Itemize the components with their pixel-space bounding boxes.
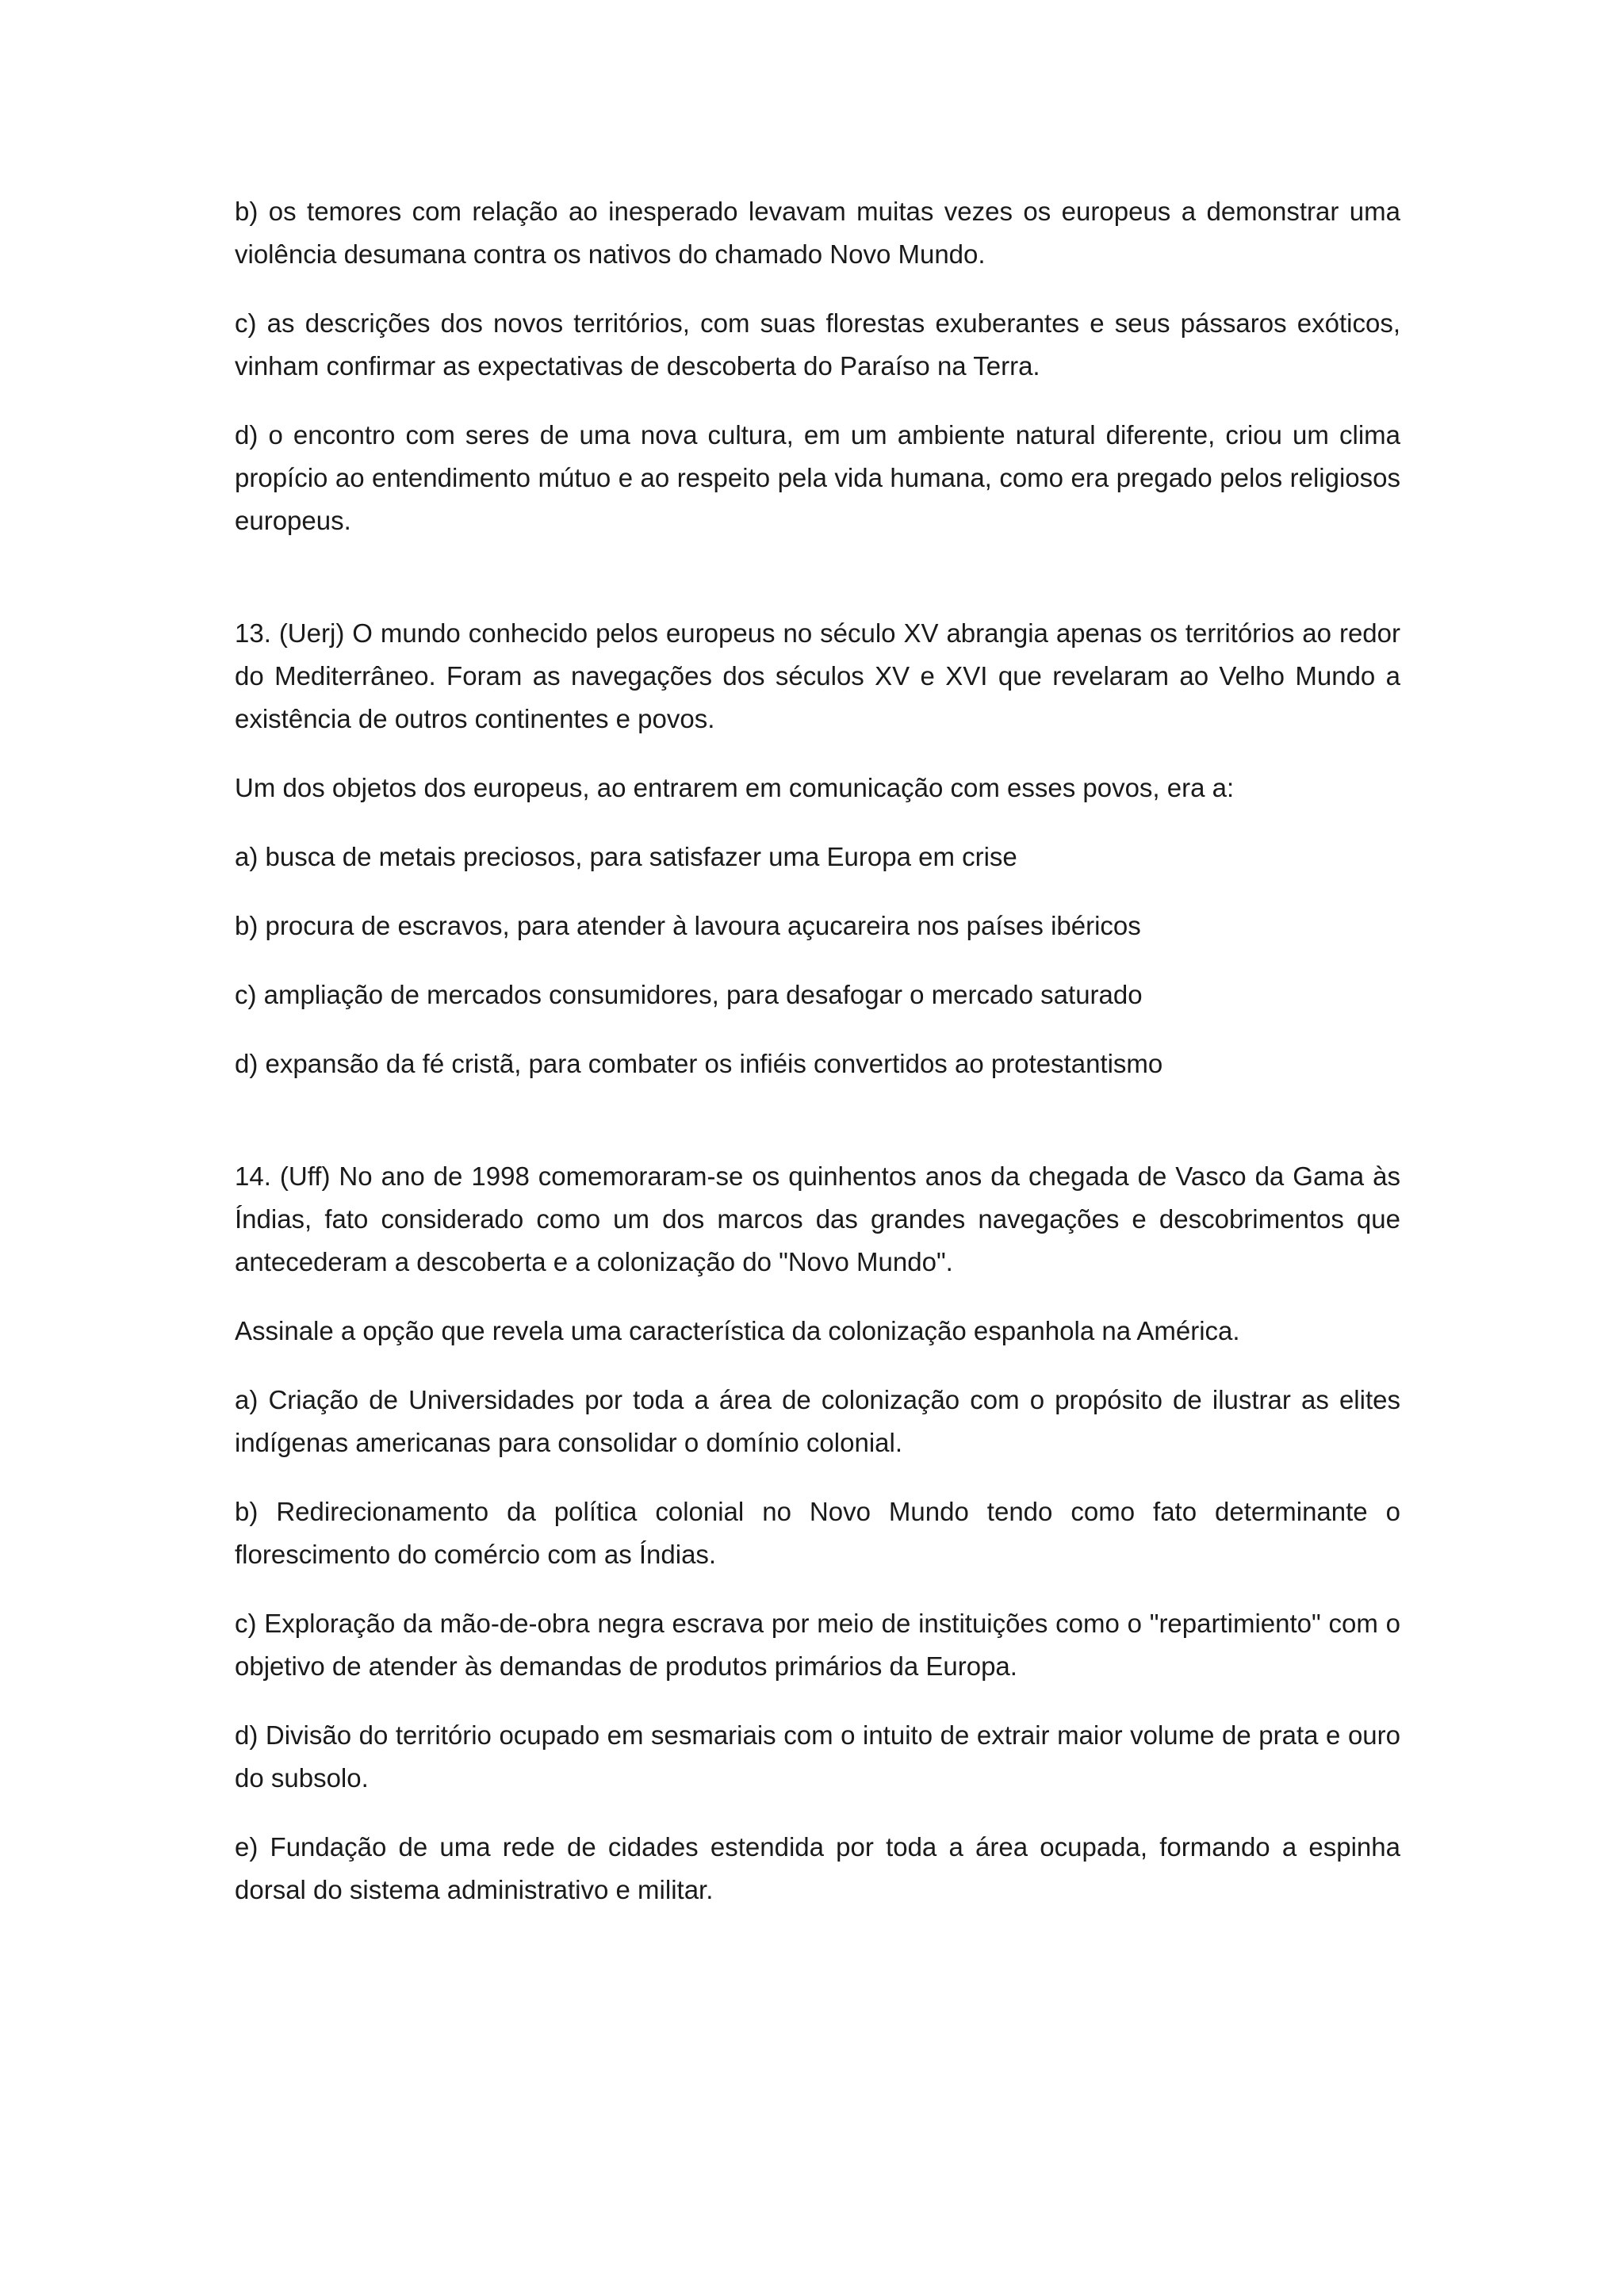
question-13-option-c: c) ampliação de mercados consumidores, para desafogar o mercado saturado (235, 980, 1143, 1009)
question-14-option-b: b) Redirecionamento da política colonial no Novo Mundo tendo como fato determinante o florescimento do comércio com as Índias. (235, 1497, 1400, 1569)
question-13-option-d: d) expansão da fé cristã, para combater os infiéis convertidos ao protestantismo (235, 1049, 1163, 1078)
question-13-option-a: a) busca de metais preciosos, para satisfazer uma Europa em crise (235, 842, 1017, 871)
question-13-option-b: b) procura de escravos, para atender à lavoura açucareira nos países ibéricos (235, 911, 1141, 940)
question-13-prompt: Um dos objetos dos europeus, ao entrarem em comunicação com esses povos, era a: (235, 773, 1235, 802)
document-body (235, 190, 1400, 1938)
question-13-statement: 13. (Uerj) O mundo conhecido pelos europeus no século XV abrangia apenas os territórios ao redor do Mediterrâneo. Foram as navegações dos séculos XV e XVI que revelaram ao Velho Mundo a existência de outros continentes e povos. (235, 618, 1400, 733)
previous-question-options (235, 190, 1400, 542)
question-13 (235, 612, 1400, 1085)
question-14 (235, 1155, 1400, 1911)
question-14-option-c: c) Exploração da mão-de-obra negra escrava por meio de instituições como o "repartimiento" com o objetivo de atender às demandas de produtos primários da Europa. (235, 1609, 1400, 1681)
question-14-option-d: d) Divisão do território ocupado em sesmariais com o intuito de extrair maior volume de prata e ouro do subsolo. (235, 1720, 1400, 1793)
option-c: c) as descrições dos novos territórios, com suas florestas exuberantes e seus pássaros exóticos, vinham confirmar as expectativas de descoberta do Paraíso na Terra. (235, 308, 1400, 381)
question-14-option-a: a) Criação de Universidades por toda a área de colonização com o propósito de ilustrar as elites indígenas americanas para consolidar o domínio colonial. (235, 1385, 1400, 1457)
question-14-prompt: Assinale a opção que revela uma característica da colonização espanhola na América. (235, 1316, 1240, 1345)
question-14-statement: 14. (Uff) No ano de 1998 comemoraram-se os quinhentos anos da chegada de Vasco da Gama às Índias, fato considerado como um dos marcos das grandes navegações e descobrimentos que antecederam a descoberta e a colonização do "Novo Mundo". (235, 1161, 1400, 1276)
option-b: b) os temores com relação ao inesperado levavam muitas vezes os europeus a demonstrar uma violência desumana contra os nativos do chamado Novo Mundo. (235, 197, 1400, 269)
question-14-option-e: e) Fundação de uma rede de cidades estendida por toda a área ocupada, formando a espinha dorsal do sistema administrativo e militar. (235, 1832, 1400, 1904)
option-d: d) o encontro com seres de uma nova cultura, em um ambiente natural diferente, criou um clima propício ao entendimento mútuo e ao respeito pela vida humana, como era pregado pelos religiosos europeus. (235, 420, 1400, 535)
